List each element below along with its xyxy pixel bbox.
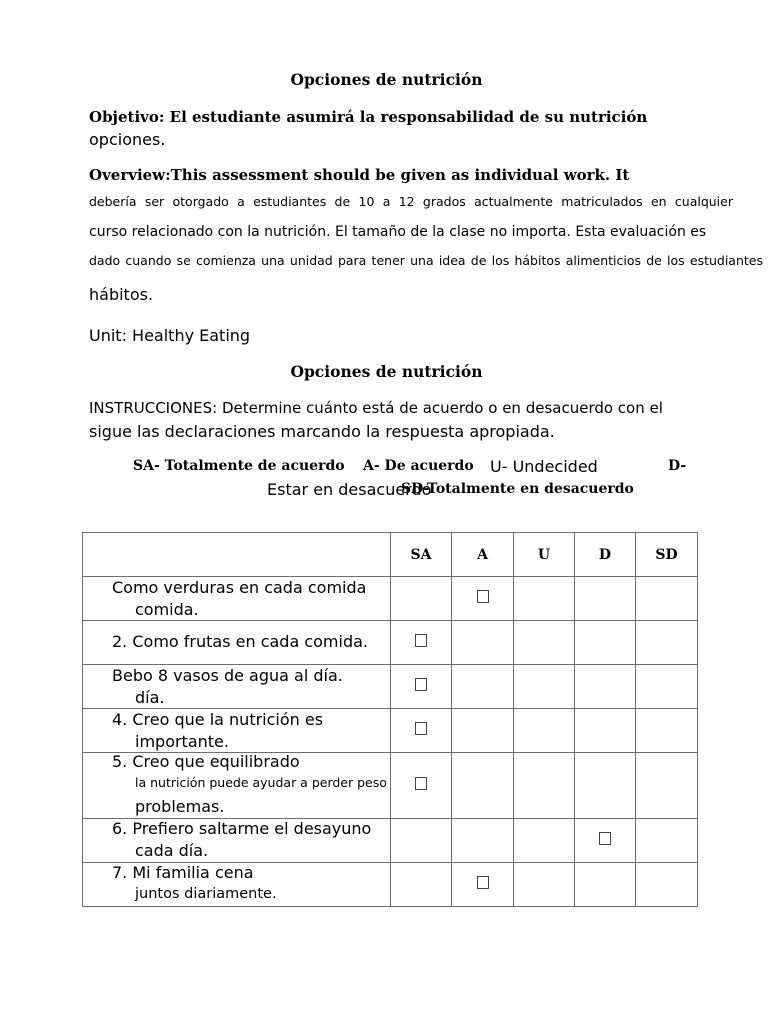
checkbox-icon[interactable] <box>415 634 427 647</box>
response-d-cell[interactable] <box>575 665 636 709</box>
survey-table <box>82 532 698 907</box>
legend-d-text: Estar en desacuerdo <box>267 480 432 499</box>
legend-sa: SA- Totalmente de acuerdo <box>133 458 345 474</box>
column-header-a: A <box>452 533 514 577</box>
table-row <box>83 819 698 863</box>
checkbox-icon[interactable] <box>599 832 611 845</box>
response-sd-cell[interactable] <box>636 819 698 863</box>
statement-text: 5. Creo que equilibrado <box>112 752 300 771</box>
response-a-cell[interactable] <box>452 819 514 863</box>
response-a-cell[interactable] <box>452 577 514 621</box>
statement-text: día. <box>135 688 165 707</box>
response-sa-cell[interactable] <box>391 709 452 753</box>
statement-text: 6. Prefiero saltarme el desayuno <box>112 819 372 838</box>
overview-line: curso relacionado con la nutrición. El tamaño de la clase no importa. Esta evaluación es <box>89 224 707 240</box>
response-d-cell[interactable] <box>575 709 636 753</box>
response-sd-cell[interactable] <box>636 709 698 753</box>
table-row <box>83 665 698 709</box>
response-sa-cell[interactable] <box>391 577 452 621</box>
statement-cell <box>83 819 391 863</box>
unit-label: Unit: Healthy Eating <box>89 326 251 345</box>
statement-cell <box>83 621 391 665</box>
column-header-u: U <box>514 533 575 577</box>
statement-cell <box>83 665 391 709</box>
objective-continuation: opciones. <box>89 130 166 149</box>
instructions-text: sigue las declaraciones marcando la respuesta apropiada. <box>89 422 555 441</box>
response-a-cell[interactable] <box>452 709 514 753</box>
response-a-cell[interactable] <box>452 665 514 709</box>
statement-cell <box>83 863 391 907</box>
checkbox-icon[interactable] <box>415 678 427 691</box>
column-header-sd: SD <box>636 533 698 577</box>
response-sa-cell[interactable] <box>391 621 452 665</box>
statement-text: Como verduras en cada comida <box>112 578 367 597</box>
page-title: Opciones de nutrición <box>290 70 483 89</box>
response-sd-cell[interactable] <box>636 621 698 665</box>
column-header-sa: SA <box>391 533 452 577</box>
response-d-cell[interactable] <box>575 753 636 819</box>
overview-heading: Overview:This assessment should be given as individual work. It <box>89 166 630 184</box>
table-row <box>83 621 698 665</box>
statement-text: Bebo 8 vasos de agua al día. <box>112 666 343 685</box>
response-sd-cell[interactable] <box>636 753 698 819</box>
statement-cell <box>83 753 391 819</box>
statement-text: la nutrición puede ayudar a perder peso <box>135 775 387 790</box>
response-a-cell[interactable] <box>452 753 514 819</box>
response-d-cell[interactable] <box>575 863 636 907</box>
response-u-cell[interactable] <box>514 621 575 665</box>
response-u-cell[interactable] <box>514 819 575 863</box>
response-d-cell[interactable] <box>575 577 636 621</box>
checkbox-icon[interactable] <box>415 777 427 790</box>
response-sa-cell[interactable] <box>391 819 452 863</box>
overview-line: debería ser otorgado a estudiantes de 10 a 12 grados actualmente matriculados en cualquier <box>89 194 733 209</box>
response-sd-cell[interactable] <box>636 577 698 621</box>
statement-text: comida. <box>135 600 199 619</box>
response-sd-cell[interactable] <box>636 665 698 709</box>
response-u-cell[interactable] <box>514 753 575 819</box>
statement-cell <box>83 577 391 621</box>
response-u-cell[interactable] <box>514 577 575 621</box>
column-header-statement <box>83 533 391 577</box>
response-a-cell[interactable] <box>452 621 514 665</box>
response-d-cell[interactable] <box>575 819 636 863</box>
table-header-row <box>83 533 698 577</box>
response-sa-cell[interactable] <box>391 665 452 709</box>
statement-text: 2. Como frutas en cada comida. <box>112 632 369 651</box>
response-u-cell[interactable] <box>514 863 575 907</box>
response-sa-cell[interactable] <box>391 753 452 819</box>
statement-text: juntos diariamente. <box>135 886 277 902</box>
legend-u: U- Undecided <box>490 457 598 476</box>
statement-text: 4. Creo que la nutrición es <box>112 710 324 729</box>
table-row <box>83 577 698 621</box>
legend-a: A- De acuerdo <box>363 458 474 474</box>
response-sa-cell[interactable] <box>391 863 452 907</box>
response-u-cell[interactable] <box>514 709 575 753</box>
checkbox-icon[interactable] <box>477 590 489 603</box>
table-row <box>83 709 698 753</box>
response-a-cell[interactable] <box>452 863 514 907</box>
overview-line: dado cuando se comienza una unidad para tener una idea de los hábitos alimenticios de los estudiantes <box>89 253 763 268</box>
checkbox-icon[interactable] <box>415 722 427 735</box>
statement-text: 7. Mi familia cena <box>112 863 254 882</box>
checkbox-icon[interactable] <box>477 876 489 889</box>
instructions-title: Opciones de nutrición <box>290 362 483 381</box>
statement-text: cada día. <box>135 841 209 860</box>
table-row <box>83 753 698 819</box>
objective-text: Objetivo: El estudiante asumirá la responsabilidad de su nutrición <box>89 108 648 126</box>
response-sd-cell[interactable] <box>636 863 698 907</box>
column-header-d: D <box>575 533 636 577</box>
legend-d: D- <box>668 458 687 474</box>
statement-cell <box>83 709 391 753</box>
overview-line: hábitos. <box>89 285 154 304</box>
statement-text: importante. <box>135 732 229 751</box>
legend-sd: SD-Totalmente en desacuerdo <box>401 481 634 497</box>
instructions-text: INSTRUCCIONES: Determine cuánto está de acuerdo o en desacuerdo con el <box>89 399 663 417</box>
response-u-cell[interactable] <box>514 665 575 709</box>
table-row <box>83 863 698 907</box>
response-d-cell[interactable] <box>575 621 636 665</box>
statement-text: problemas. <box>135 797 225 816</box>
